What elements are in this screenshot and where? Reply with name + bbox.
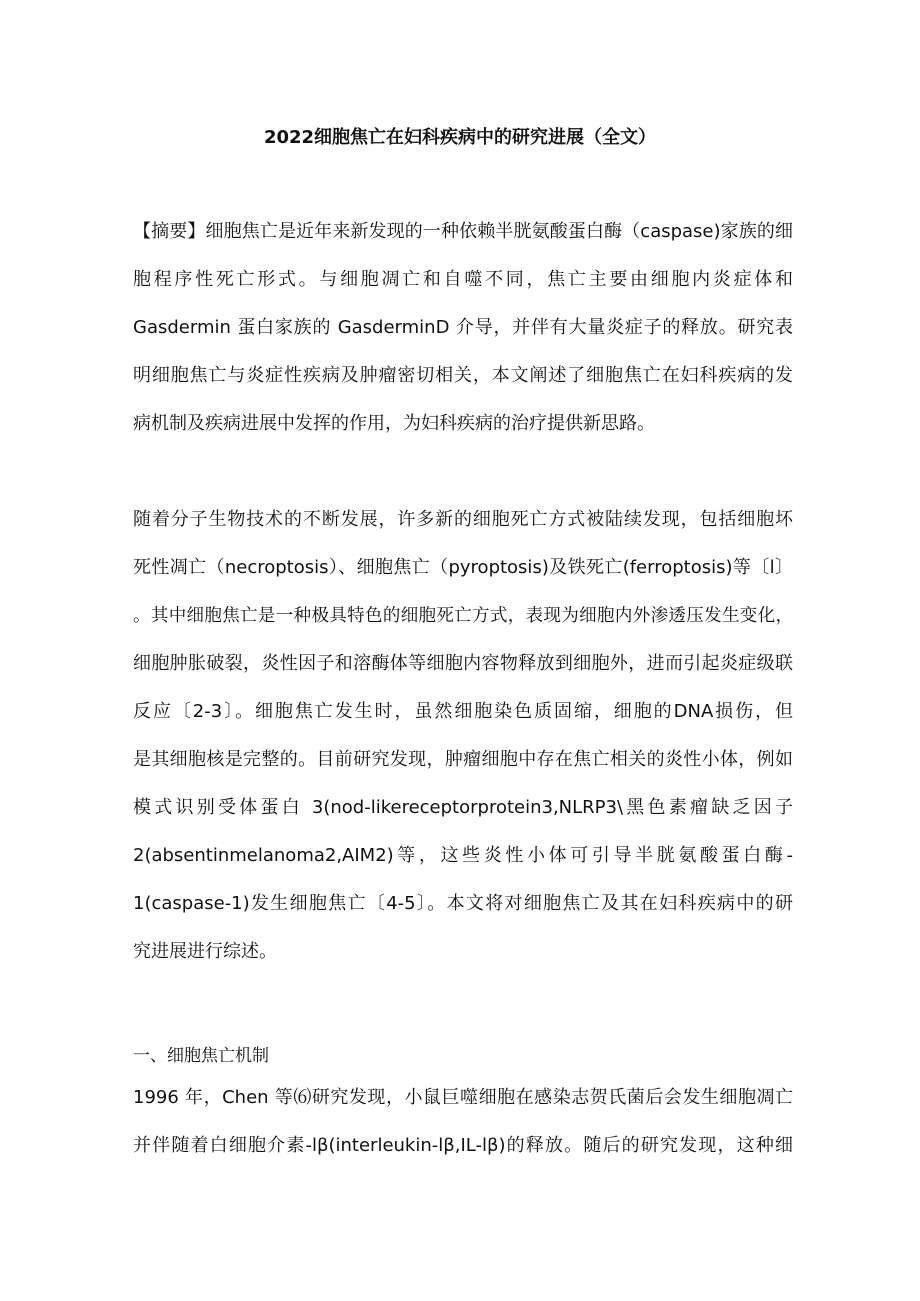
- intro-line: 死性凋亡（necroptosis）、细胞焦亡（pyroptosis)及铁死亡(ferroptosis)等〔l〕: [133, 557, 793, 578]
- section-line: 1996 年，Chen 等⑹研究发现，小鼠巨噬细胞在感染志贺氏菌后会发生细胞凋亡: [133, 1087, 793, 1108]
- intro-line: 模式识别受体蛋白 3(nod-likereceptorprotein3,NLRP3\黑色素瘤缺乏因子: [133, 797, 793, 818]
- document-title: 2022细胞焦亡在妇科疾病中的研究进展（全文）: [263, 127, 657, 148]
- intro-line: 反应〔2-3〕。细胞焦亡发生时，虽然细胞染色质固缩，细胞的DNA损伤，但: [133, 701, 793, 722]
- abstract-line: 病机制及疾病进展中发挥的作用，为妇科疾病的治疗提供新思路。: [133, 413, 655, 434]
- intro-line: 细胞肿胀破裂，炎性因子和溶酶体等细胞内容物释放到细胞外，进而引起炎症级联: [133, 653, 793, 674]
- intro-line: 2(absentinmelanoma2,AIM2)等，这些炎性小体可引导半胱氨酸蛋白酶-: [133, 845, 793, 866]
- abstract-line: 【摘要】细胞焦亡是近年来新发现的一种依赖半胱氨酸蛋白酶（caspase)家族的细: [133, 221, 793, 242]
- intro-line: 是其细胞核是完整的。目前研究发现，肿瘤细胞中存在焦亡相关的炎性小体，例如: [133, 749, 793, 770]
- abstract-line: 胞程序性死亡形式。与细胞凋亡和自噬不同，焦亡主要由细胞内炎症体和: [133, 269, 793, 290]
- intro-line: 究进展进行综述。: [133, 941, 277, 962]
- section-line: 并伴随着白细胞介素-lβ(interleukin-lβ,IL-lβ)的释放。随后的研究发现，这种细: [133, 1135, 793, 1156]
- section-heading: 一、细胞焦亡机制: [133, 1046, 269, 1066]
- intro-line: 随着分子生物技术的不断发展，许多新的细胞死亡方式被陆续发现，包括细胞坏: [133, 509, 793, 530]
- abstract-line: Gasdermin 蛋白家族的 GasderminD 介导，并伴有大量炎症子的释放。研究表: [133, 317, 793, 338]
- intro-line: 。其中细胞焦亡是一种极具特色的细胞死亡方式，表现为细胞内外渗透压发生变化，: [133, 606, 793, 626]
- intro-line: 1(caspase-1)发生细胞焦亡〔4-5〕。本文将对细胞焦亡及其在妇科疾病中的研: [133, 893, 793, 914]
- abstract-line: 明细胞焦亡与炎症性疾病及肿瘤密切相关，本文阐述了细胞焦亡在妇科疾病的发: [133, 365, 793, 386]
